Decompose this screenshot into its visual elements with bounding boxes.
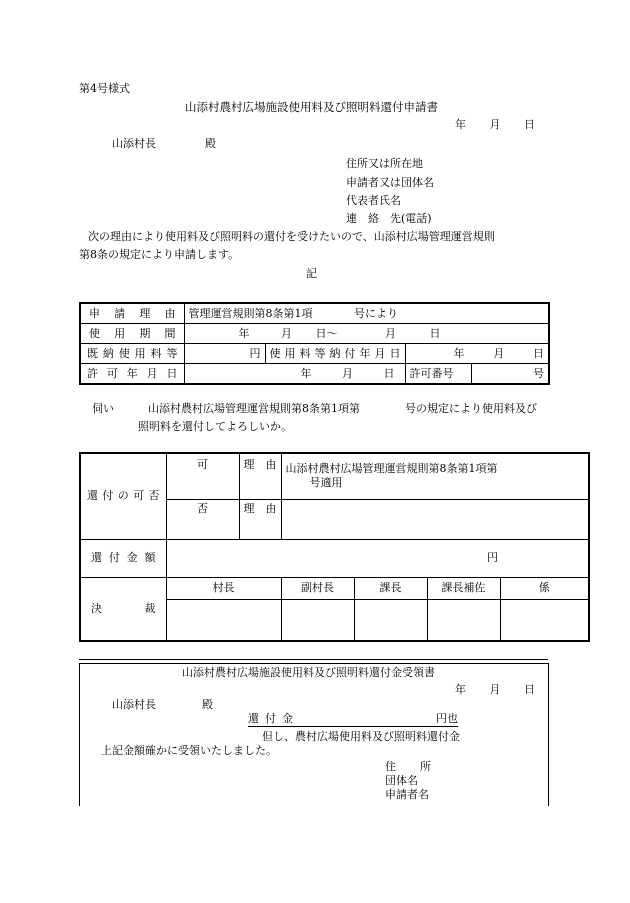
seal-box[interactable]	[166, 599, 281, 641]
application-table	[79, 302, 550, 385]
receipt-applicant-label: 申請者名	[385, 788, 429, 801]
approval-table	[79, 452, 590, 642]
paid-fee-value[interactable]: 円	[184, 344, 265, 364]
date-day: 日	[524, 118, 535, 131]
approve-mark[interactable]: 可	[166, 453, 239, 499]
seal-box[interactable]	[354, 599, 427, 641]
permit-number-value[interactable]: 号	[471, 364, 549, 385]
approve-reason-value[interactable]: 山添村農村広場管理運営規則第8条第1項第 号適用	[281, 453, 589, 499]
period-label: 使 用 期 間	[80, 324, 184, 344]
seal-box[interactable]	[500, 599, 589, 641]
receipt-honorific: 殿	[202, 698, 213, 711]
deny-reason-label: 理 由	[239, 499, 281, 539]
inquiry-label: 伺い	[92, 402, 114, 415]
addressee: 山添村長	[112, 137, 156, 150]
page-title: 山添村農村広場施設使用料及び照明料還付申請書	[185, 100, 438, 114]
representative-label: 代表者氏名	[346, 194, 401, 207]
approver-village-head: 村長	[166, 577, 281, 599]
receipt-address-label: 住 所	[385, 760, 431, 773]
deny-mark[interactable]: 否	[166, 499, 239, 539]
refund-amount-value[interactable]: 円	[166, 539, 589, 577]
seal-box[interactable]	[427, 599, 500, 641]
application-date	[455, 118, 535, 132]
receipt-confirmation: 上記金額確かに受領いたしました。	[101, 744, 277, 757]
seal-box[interactable]	[281, 599, 354, 641]
period-value[interactable]: 年 月 日〜 月 日	[184, 324, 549, 344]
receipt-amount[interactable]: 還付金 円也	[248, 712, 458, 725]
ki-mark: 記	[306, 267, 317, 280]
applicant-name-label: 申請者又は団体名	[346, 176, 434, 189]
body-line-2: 第8条の規定により申請します。	[79, 248, 240, 261]
table-row	[80, 539, 589, 577]
reason-label: 申 請 理 由	[80, 303, 184, 324]
date-month: 月	[489, 118, 501, 131]
approve-reason-label: 理 由	[239, 453, 281, 499]
honorific: 殿	[205, 137, 216, 150]
approver-assistant-chief: 課長補佐	[427, 577, 500, 599]
table-row	[80, 577, 589, 599]
paid-fee-label: 既 納 使 用 料 等	[80, 344, 184, 364]
table-row	[80, 344, 549, 364]
receipt-date: 年 月 日	[455, 683, 535, 696]
deny-reason-value[interactable]	[281, 499, 589, 539]
section-divider	[79, 659, 548, 660]
receipt-note: 但し、農村広場使用料及び照明料還付金	[262, 730, 460, 743]
approver-section-chief: 課長	[354, 577, 427, 599]
inquiry-line-1b: 号の規定により使用料及び	[405, 402, 537, 415]
reason-value[interactable]: 管理運営規則第8条第1項 号により	[184, 303, 549, 324]
applicant-address-label: 住所又は所在地	[346, 157, 423, 170]
table-row	[80, 324, 549, 344]
refund-amount-label: 還 付 金 額	[80, 539, 166, 577]
approver-deputy-head: 副村長	[281, 577, 354, 599]
inquiry-line-2: 照明料を還付してよろしいか。	[138, 420, 292, 433]
receipt-title: 山添村農村広場施設使用料及び照明料還付金受領書	[182, 666, 435, 679]
contact-label: 連 絡 先(電話)	[346, 212, 432, 225]
permit-date-label: 許 可 年 月 日	[80, 364, 184, 385]
refund-decision-label: 還 付 の 可 否	[80, 453, 166, 539]
receipt-addressee: 山添村長	[112, 698, 156, 711]
payment-date-label: 使 用 料 等 納 付 年 月 日	[265, 344, 405, 364]
inquiry-line-1: 山添村農村広場管理運営規則第8条第1項第	[148, 402, 360, 415]
receipt-group-label: 団体名	[385, 774, 418, 787]
permit-date-value[interactable]: 年 月 日	[184, 364, 405, 385]
table-row	[80, 364, 549, 385]
table-row	[80, 453, 589, 499]
form-number: 第4号様式	[79, 82, 130, 95]
permit-number-label: 許可番号	[405, 364, 471, 385]
body-line-1: 次の理由により使用料及び照明料の還付を受けたいので、山添村広場管理運営規則	[88, 230, 495, 243]
payment-date-value[interactable]: 年 月 日	[405, 344, 549, 364]
table-row	[80, 303, 549, 324]
approval-label: 決 裁	[80, 577, 166, 641]
date-year: 年	[455, 118, 466, 131]
approver-staff: 係	[500, 577, 589, 599]
